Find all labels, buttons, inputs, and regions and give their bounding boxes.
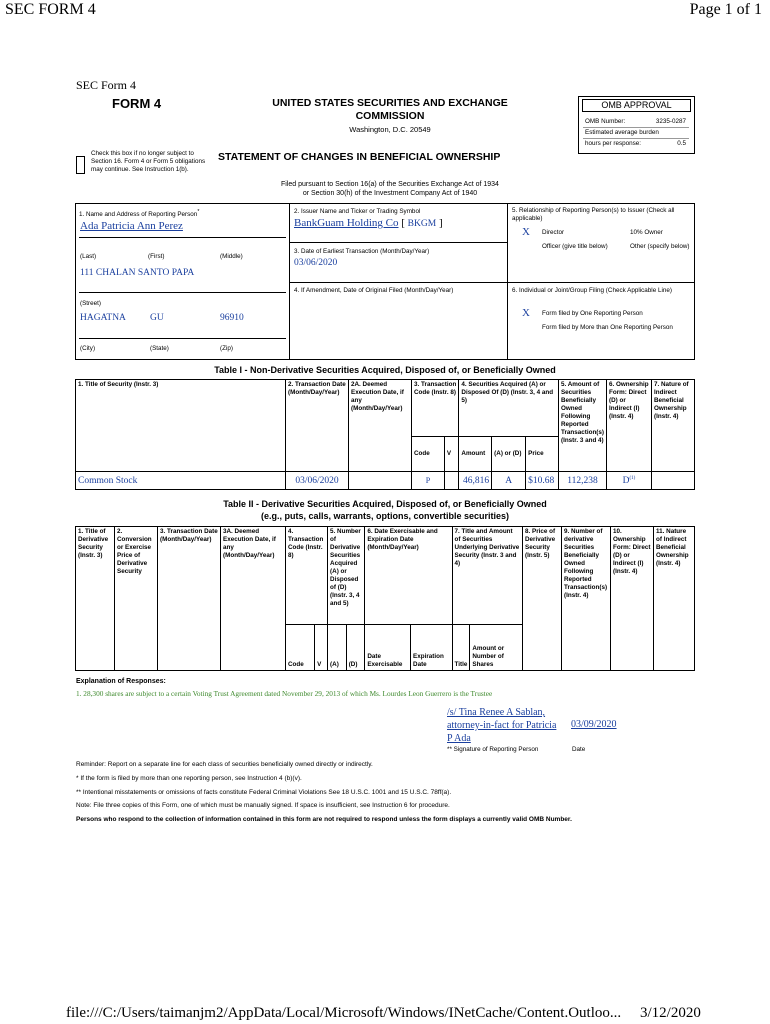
t2-h4: 4. Transaction Code (Instr. 8) — [286, 527, 328, 625]
signature-line-2: attorney-in-fact for Patricia — [447, 720, 557, 731]
reporting-person-name[interactable]: Ada Patricia Ann Perez — [80, 220, 183, 232]
date-label: Date — [572, 746, 586, 753]
explanation-note-1: 1. 28,300 shares are subject to a certain Voting Trust Agreement dated November 29, 2013 of which Ms. Lourdes Leon Guerrero is the Trustee — [76, 689, 493, 698]
signature-date: 03/09/2020 — [571, 719, 617, 730]
t1-row-amount: 46,816 — [459, 472, 492, 490]
t2-h3a: 3A. Deemed Execution Date, if any (Month/Day/Year) — [221, 527, 286, 671]
one-person-check[interactable]: X — [522, 307, 530, 319]
t2-h11: 11. Nature of Indirect Beneficial Ownership (Instr. 4) — [654, 527, 695, 671]
first-label: (First) — [148, 253, 165, 260]
relationship-label: 5. Relationship of Reporting Person(s) to Issuer (Check all applicable) — [512, 207, 675, 222]
omb-hours-value: 0.5 — [677, 140, 686, 147]
city-label: (City) — [80, 345, 96, 352]
amendment-label: 4. If Amendment, Date of Original Filed (Month/Day/Year) — [294, 287, 454, 294]
section1-asterisk: * — [197, 209, 200, 215]
t2-a: (A) — [328, 625, 347, 671]
t1-h4: 4. Securities Acquired (A) or Disposed Of (D) (Instr. 3, 4 and 5) — [459, 380, 559, 437]
print-footer-date: 3/12/2020 — [640, 1005, 701, 1021]
earliest-date-value: 03/06/2020 — [294, 258, 338, 268]
street-label: (Street) — [80, 300, 101, 307]
signature-label: ** Signature of Reporting Person — [447, 746, 539, 753]
omb-hours-label: hours per response: — [585, 140, 642, 147]
t2-expiration: Expiration Date — [411, 625, 453, 671]
table1-title: Table I - Non-Derivative Securities Acquired, Disposed of, or Beneficially Owned — [214, 365, 556, 375]
filed-pursuant — [240, 180, 540, 198]
state-value: GU — [150, 313, 164, 323]
agency-city: Washington, D.C. 20549 — [349, 125, 431, 134]
t2-exercisable: Date Exercisable — [365, 625, 411, 671]
filing-type-label: 6. Individual or Joint/Group Filing (Check Applicable Line) — [512, 287, 672, 294]
agency-line-1: UNITED STATES SECURITIES AND EXCHANGE — [272, 97, 508, 109]
signature-line-1: /s/ Tina Renee A Sablan, — [447, 707, 546, 718]
t1-h5: 5. Amount of Securities Beneficially Owned Following Reported Transaction(s) (Instr. 3 and 4) — [558, 380, 606, 472]
t2-v: V — [315, 625, 328, 671]
t2-h2: 2. Conversion or Exercise Price of Derivative Security — [115, 527, 158, 671]
t2-h1: 1. Title of Derivative Security (Instr. 3) — [76, 527, 115, 671]
signature-block — [447, 706, 577, 745]
t1-price: Price — [526, 437, 559, 472]
table2 — [75, 526, 695, 671]
no-longer-subject-checkbox[interactable] — [76, 156, 85, 174]
director-label: Director — [542, 229, 565, 236]
omb-approval-box — [578, 96, 695, 154]
t2-h3: 3. Transaction Date (Month/Day/Year) — [158, 527, 221, 671]
statement-title: STATEMENT OF CHANGES IN BENEFICIAL OWNERSHIP — [218, 151, 501, 163]
table1 — [75, 379, 695, 490]
table2-title-2: (e.g., puts, calls, warrants, options, convertible securities) — [260, 511, 510, 521]
footer-reminder: Reminder: Report on a separate line for each class of securities beneficially owned directly or indirectly. — [76, 761, 373, 768]
t2-h10: 10. Ownership Form: Direct (D) or Indirect (I) (Instr. 4) — [611, 527, 654, 671]
print-header-left: SEC FORM 4 — [5, 1, 96, 18]
footer-multiple: * If the form is filed by more than one reporting person, see Instruction 4 (b)(v). — [76, 774, 302, 782]
t1-code: Code — [412, 437, 445, 472]
agency-title — [210, 97, 570, 123]
t1-amount: Amount — [459, 437, 492, 472]
t1-row-note[interactable]: (1) — [629, 476, 636, 482]
print-header-right: Page 1 of 1 — [689, 1, 762, 18]
checkbox-text: Check this box if no longer subject to Section 16. Form 4 or Form 5 obligations may continue. See Instruction 1(b). — [91, 150, 206, 173]
t1-row-form-value: D — [622, 476, 630, 487]
sec-form-label: SEC Form 4 — [76, 78, 137, 92]
ten-percent-owner-label: 10% Owner — [630, 229, 663, 236]
t1-row-form — [607, 472, 652, 490]
omb-number-value: 3235-0287 — [655, 118, 686, 125]
form-title: FORM 4 — [112, 96, 162, 111]
print-footer-path: file:///C:/Users/taimanjm2/AppData/Local/Microsoft/Windows/INetCache/Content.Outloo... — [66, 1005, 622, 1021]
one-person-label: Form filed by One Reporting Person — [542, 310, 643, 317]
agency-line-2: COMMISSION — [355, 110, 425, 122]
t2-h9: 9. Number of derivative Securities Beneficially Owned Following Reported Transaction(s) (Instr. 4) — [562, 527, 611, 671]
street-value: 111 CHALAN SANTO PAPA — [80, 268, 195, 278]
t1-h1: 1. Title of Security (Instr. 3) — [76, 380, 286, 472]
signature-line-3: P Ada — [447, 733, 471, 744]
t1-row-date: 03/06/2020 — [286, 472, 349, 490]
t2-amount-shares: Amount or Number of Shares — [470, 625, 523, 671]
t1-h2: 2. Transaction Date (Month/Day/Year) — [286, 380, 349, 472]
t2-h6: 6. Date Exercisable and Expiration Date (Month/Day/Year) — [365, 527, 452, 625]
earliest-date-label: 3. Date of Earliest Transaction (Month/Day/Year) — [294, 248, 430, 255]
t1-row-aord: A — [492, 472, 526, 490]
middle-label: (Middle) — [220, 253, 243, 260]
t2-h5: 5. Number of Derivative Securities Acquired (A) or Disposed of (D) (Instr. 3, 4 and 5) — [328, 527, 365, 625]
zip-label: (Zip) — [220, 345, 233, 352]
more-persons-label: Form filed by More than One Reporting Person — [542, 324, 673, 331]
t1-row-code: P — [412, 472, 445, 490]
t1-h6: 6. Ownership Form: Direct (D) or Indirect (I) (Instr. 4) — [607, 380, 652, 472]
omb-burden-label: Estimated average burden — [585, 129, 659, 136]
t2-code: Code — [286, 625, 315, 671]
explanation-label: Explanation of Responses: — [76, 678, 166, 685]
filed-line-1: Filed pursuant to Section 16(a) of the Securities Exchange Act of 1934 — [281, 181, 499, 188]
issuer-label: 2. Issuer Name and Ticker or Trading Symbol — [294, 208, 421, 215]
other-label: Other (specify below) — [630, 243, 690, 250]
issuer-ticker[interactable]: BKGM — [407, 219, 437, 229]
t1-h3: 3. Transaction Code (Instr. 8) — [412, 380, 459, 437]
state-label: (State) — [150, 345, 169, 352]
city-value: HAGATNA — [80, 313, 126, 323]
footer-misstatements: ** Intentional misstatements or omissions of facts constitute Federal Criminal Violations See 18 U.S.C. 1001 and 15 U.S.C. 78ff(a). — [76, 788, 452, 796]
omb-number-label: OMB Number: — [585, 118, 626, 125]
t1-h2a: 2A. Deemed Execution Date, if any (Month/Day/Year) — [349, 380, 412, 472]
t1-aord: (A) or (D) — [492, 437, 526, 472]
table1-row — [76, 472, 695, 490]
filed-line-2: or Section 30(h) of the Investment Company Act of 1940 — [302, 190, 478, 197]
section1-label: 1. Name and Address of Reporting Person* — [79, 209, 200, 219]
issuer-line: BankGuam Holding Co [ BKGM ] — [294, 217, 443, 229]
t2-h8: 8. Price of Derivative Security (Instr. 5) — [523, 527, 562, 671]
t2-d: (D) — [346, 625, 365, 671]
table2-title-1: Table II - Derivative Securities Acquired, Disposed of, or Beneficially Owned — [223, 499, 547, 509]
t1-row-price: $10.68 — [526, 472, 559, 490]
issuer-name[interactable]: BankGuam Holding Co — [294, 217, 399, 229]
t1-v: V — [444, 437, 459, 472]
last-label: (Last) — [80, 253, 97, 260]
director-check[interactable]: X — [522, 226, 530, 238]
omb-title: OMB APPROVAL — [582, 99, 691, 112]
zip-value: 96910 — [220, 313, 244, 323]
t2-title: Title — [452, 625, 470, 671]
officer-label: Officer (give title below) — [542, 243, 608, 250]
footer-copies: Note: File three copies of this Form, one of which must be manually signed. If space is insufficient, see Instruction 6 for procedure. — [76, 802, 450, 810]
footer-omb-notice: Persons who respond to the collection of information contained in this form are not required to respond unless the form displays a currently valid OMB Number. — [76, 816, 572, 824]
t1-row-owned: 112,238 — [558, 472, 606, 490]
footer-notes — [76, 758, 572, 827]
t1-row-title: Common Stock — [76, 472, 286, 490]
t2-h7: 7. Title and Amount of Securities Underlying Derivative Security (Instr. 3 and 4) — [452, 527, 522, 625]
table2-title — [75, 498, 695, 522]
t1-h7: 7. Nature of Indirect Beneficial Ownership (Instr. 4) — [652, 380, 695, 472]
